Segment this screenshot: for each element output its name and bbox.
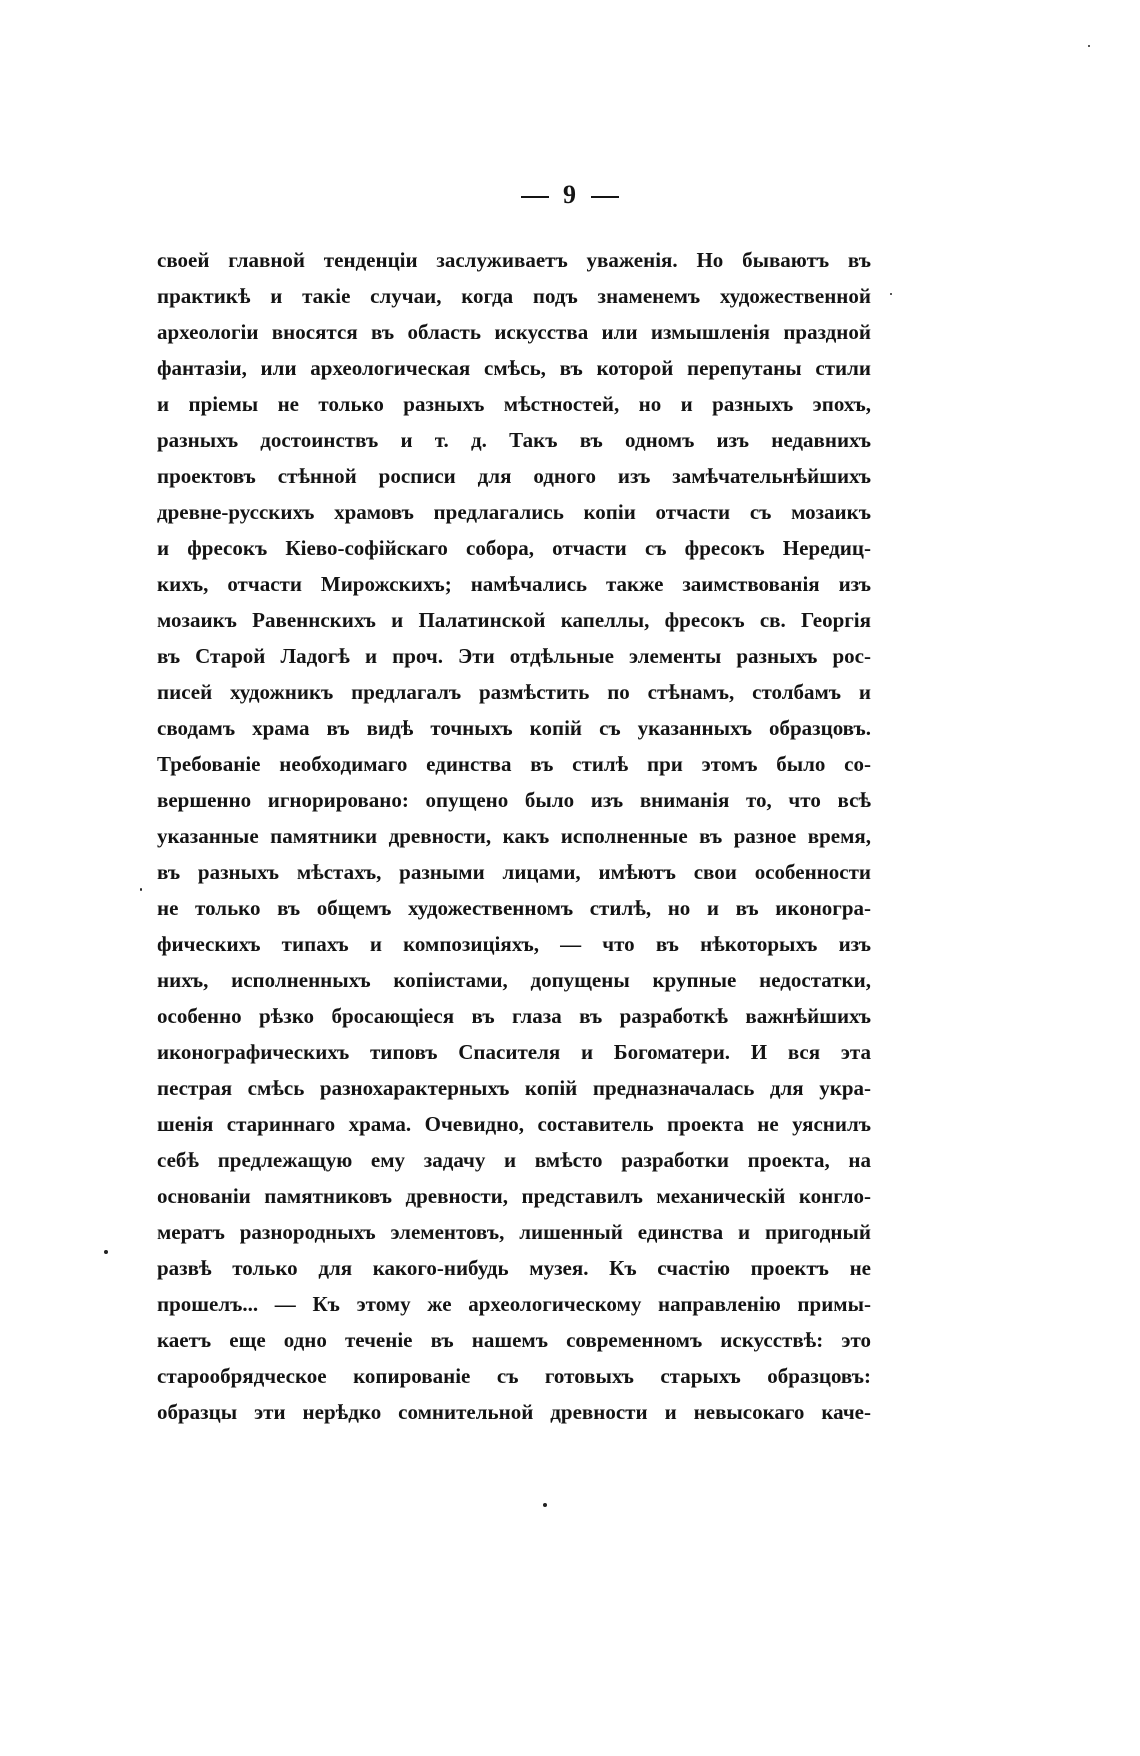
text-line: фантазіи, или археологическая смѣсь, въ которой перепутаны стили xyxy=(157,356,871,380)
text-line: мозаикъ Равеннскихъ и Палатинской капеллы, фресокъ св. Георгія xyxy=(157,608,871,632)
text-line: древне-русскихъ храмовъ предлагались копіи отчасти съ мозаикъ xyxy=(157,500,871,524)
text-line: иконографическихъ типовъ Спасителя и Богоматери. И вся эта xyxy=(157,1040,871,1064)
left-dash xyxy=(521,196,549,198)
scan-speck xyxy=(1088,45,1090,47)
text-line: нихъ, исполненныхъ копіистами, допущены крупные недостатки, xyxy=(157,968,871,992)
text-line: шенія стариннаго храма. Очевидно, составитель проекта не уяснилъ xyxy=(157,1112,871,1136)
text-line: пестрая смѣсь разнохарактерныхъ копій предназначалась для укра- xyxy=(157,1076,871,1100)
text-line: и пріемы не только разныхъ мѣстностей, но и разныхъ эпохъ, xyxy=(157,392,871,416)
text-line: практикѣ и такіе случаи, когда подъ знаменемъ художественной xyxy=(157,284,871,308)
page-number-header xyxy=(0,180,1140,210)
right-dash xyxy=(591,196,619,198)
text-line: сводамъ храма въ видѣ точныхъ копій съ указанныхъ образцовъ. xyxy=(157,716,871,740)
text-line: не только въ общемъ художественномъ стилѣ, но и въ иконогра- xyxy=(157,896,871,920)
text-line: кихъ, отчасти Мирожскихъ; намѣчались также заимствованія изъ xyxy=(157,572,871,596)
text-line: основаніи памятниковъ древности, представилъ механическій конгло- xyxy=(157,1184,871,1208)
scan-speck xyxy=(140,888,142,891)
body-paragraph xyxy=(157,242,871,1430)
text-line: особенно рѣзко бросающіеся въ глаза въ разработкѣ важнѣйшихъ xyxy=(157,1004,871,1028)
text-line: прошелъ... — Къ этому же археологическому направленію примы- xyxy=(157,1292,871,1316)
text-line: писей художникъ предлагалъ размѣстить по стѣнамъ, столбамъ и xyxy=(157,680,871,704)
text-line: въ разныхъ мѣстахъ, разными лицами, имѣютъ свои особенности xyxy=(157,860,871,884)
text-line: проектовъ стѣнной росписи для одного изъ замѣчательнѣйшихъ xyxy=(157,464,871,488)
text-line: указанные памятники древности, какъ исполненные въ разное время, xyxy=(157,824,871,848)
text-line: мератъ разнородныхъ элементовъ, лишенный единства и пригодный xyxy=(157,1220,871,1244)
text-line: своей главной тенденціи заслуживаетъ уваженія. Но бываютъ въ xyxy=(157,248,871,272)
text-line: археологіи вносятся въ область искусства или измышленія праздной xyxy=(157,320,871,344)
text-line: развѣ только для какого-нибудь музея. Къ счастію проектъ не xyxy=(157,1256,871,1280)
text-line: разныхъ достоинствъ и т. д. Такъ въ одномъ изъ недавнихъ xyxy=(157,428,871,452)
text-line: себѣ предлежащую ему задачу и вмѣсто разработки проекта, на xyxy=(157,1148,871,1172)
text-line: Требованіе необходимаго единства въ стилѣ при этомъ было со- xyxy=(157,752,871,776)
scan-speck xyxy=(104,1250,108,1254)
scan-speck xyxy=(890,293,892,295)
text-line: старообрядческое копированіе съ готовыхъ старыхъ образцовъ: xyxy=(157,1364,871,1388)
page-number: 9 xyxy=(563,180,577,209)
text-line: вершенно игнорировано: опущено было изъ вниманія то, что всѣ xyxy=(157,788,871,812)
text-line: каетъ еще одно теченіе въ нашемъ современномъ искусствѣ: это xyxy=(157,1328,871,1352)
text-line: образцы эти нерѣдко сомнительной древности и невысокаго каче- xyxy=(157,1400,871,1424)
text-line: и фресокъ Кіево-софійскаго собора, отчасти съ фресокъ Нередиц- xyxy=(157,536,871,560)
scan-speck xyxy=(543,1503,547,1507)
text-line: въ Старой Ладогѣ и проч. Эти отдѣльные элементы разныхъ рос- xyxy=(157,644,871,668)
text-line: фическихъ типахъ и композиціяхъ, — что въ нѣкоторыхъ изъ xyxy=(157,932,871,956)
